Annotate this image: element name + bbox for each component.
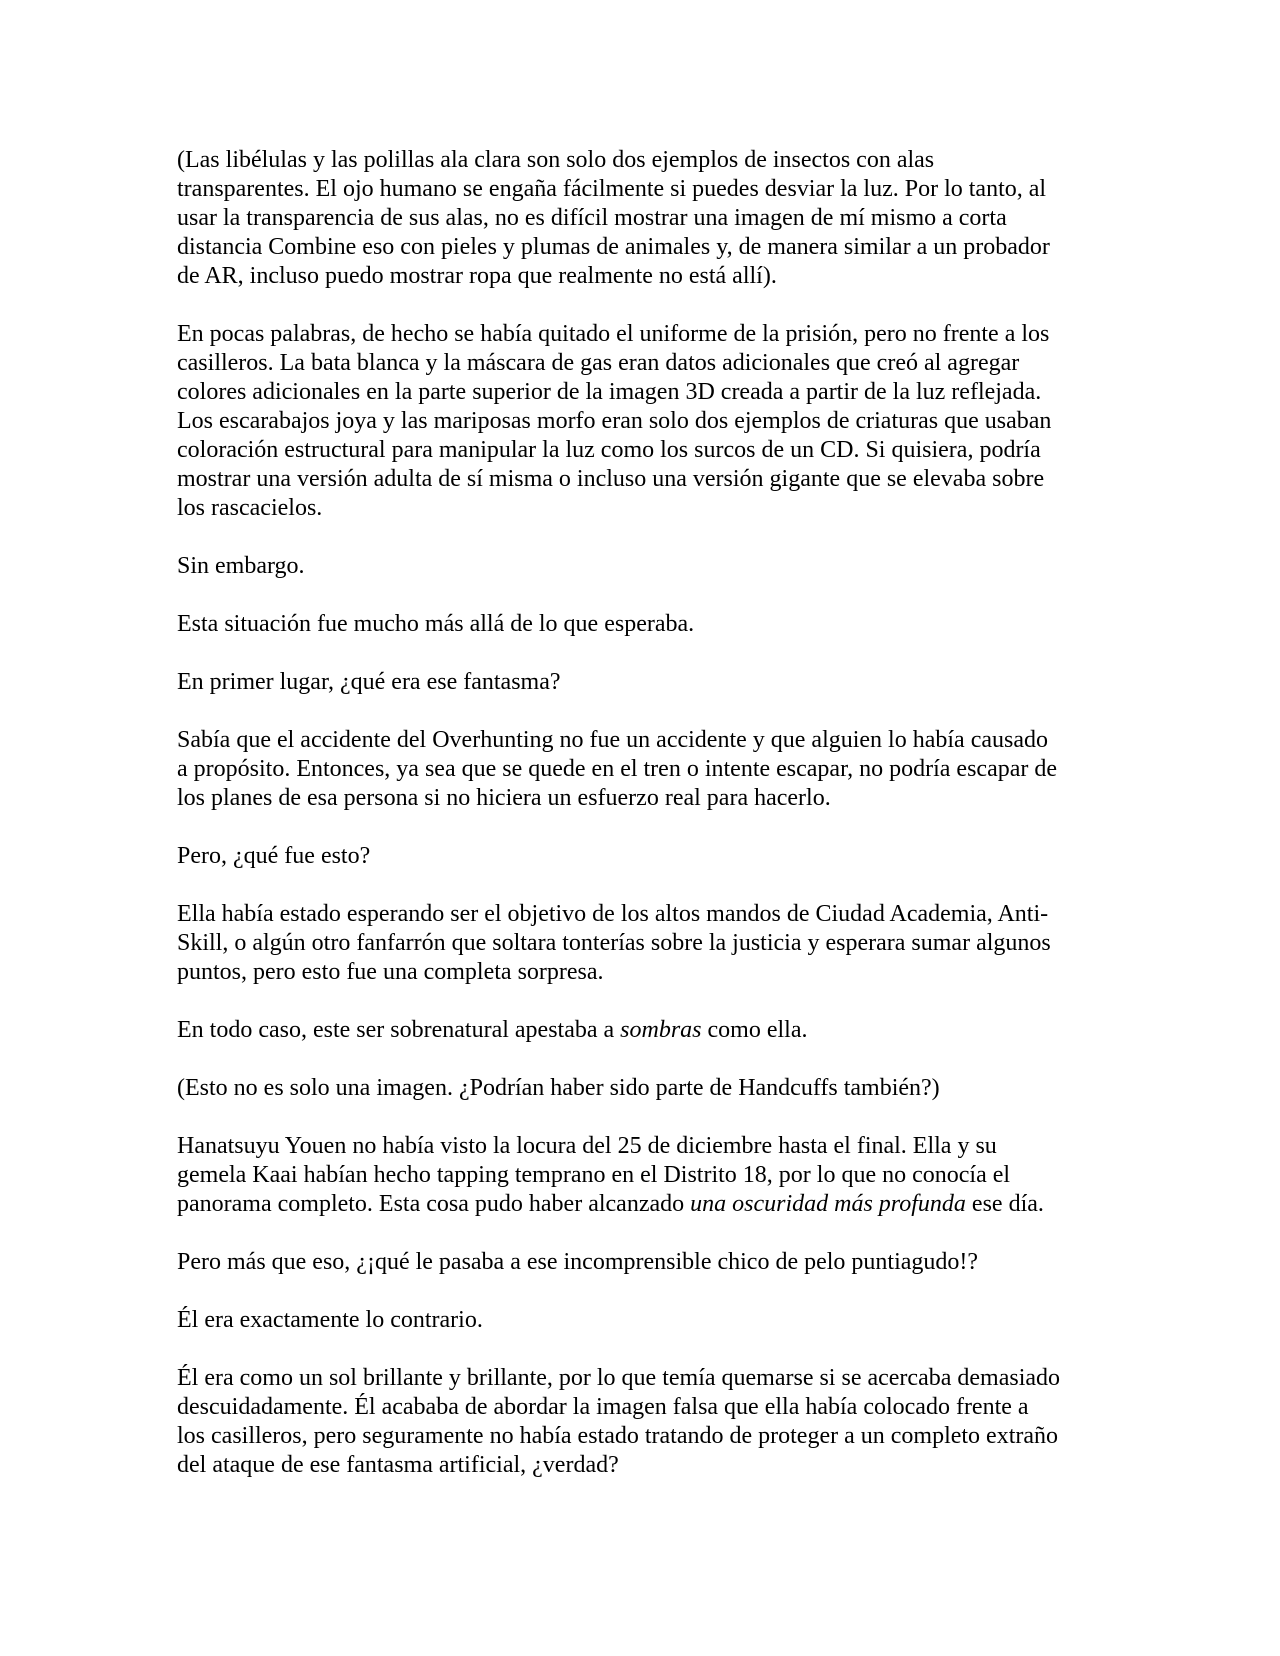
line: casilleros. La bata blanca y la máscara de gas eran datos adicionales que creó al agregar xyxy=(177,350,1020,376)
italic-text: una oscuridad más profunda xyxy=(690,1191,966,1217)
line: del ataque de ese fantasma artificial, ¿verdad? xyxy=(177,1452,619,1478)
paragraph-1 xyxy=(177,146,1107,291)
paragraph-10 xyxy=(177,1074,1107,1103)
paragraph-9 xyxy=(177,1016,1107,1045)
paragraph-14 xyxy=(177,1364,1107,1480)
paragraph-11 xyxy=(177,1132,1107,1219)
line: colores adicionales en la parte superior de la imagen 3D creada a partir de la luz reflejada. xyxy=(177,379,1042,405)
line: En pocas palabras, de hecho se había quitado el uniforme de la prisión, pero no frente a los xyxy=(177,321,1050,347)
line: usar la transparencia de sus alas, no es difícil mostrar una imagen de mí mismo a corta xyxy=(177,205,1007,231)
line: Él era como un sol brillante y brillante, por lo que temía quemarse si se acercaba demasiado xyxy=(177,1365,1061,1391)
line: a propósito. Entonces, ya sea que se quede en el tren o intente escapar, no podría escapar de xyxy=(177,756,1058,782)
line: distancia Combine eso con pieles y plumas de animales y, de manera similar a un probador xyxy=(177,234,1050,260)
paragraph-7 xyxy=(177,842,1107,871)
line: Los escarabajos joya y las mariposas morfo eran solo dos ejemplos de criaturas que usaban xyxy=(177,408,1052,434)
line: gemela Kaai habían hecho tapping temprano en el Distrito 18, por lo que no conocía el xyxy=(177,1162,1011,1188)
line: (Esto no es solo una imagen. ¿Podrían haber sido parte de Handcuffs también?) xyxy=(177,1075,940,1101)
paragraph-13 xyxy=(177,1306,1107,1335)
line: Ella había estado esperando ser el objetivo de los altos mandos de Ciudad Academia, Anti- xyxy=(177,901,1049,927)
line: Hanatsuyu Youen no había visto la locura del 25 de diciembre hasta el final. Ella y su xyxy=(177,1133,997,1159)
line: transparentes. El ojo humano se engaña fácilmente si puedes desviar la luz. Por lo tanto, al xyxy=(177,176,1047,202)
line-text: ese día. xyxy=(965,1191,1044,1217)
line: puntos, pero esto fue una completa sorpresa. xyxy=(177,959,604,985)
paragraph-6 xyxy=(177,726,1107,813)
paragraph-2 xyxy=(177,320,1107,523)
line-text: como ella. xyxy=(701,1017,808,1043)
line: Esta situación fue mucho más allá de lo que esperaba. xyxy=(177,611,695,637)
line: (Las libélulas y las polillas ala clara son solo dos ejemplos de insectos con alas xyxy=(177,147,935,173)
line: descuidadamente. Él acababa de abordar la imagen falsa que ella había colocado frente a xyxy=(177,1394,1029,1420)
paragraph-3 xyxy=(177,552,1107,581)
line: Pero más que eso, ¿¡qué le pasaba a ese incomprensible chico de pelo puntiagudo!? xyxy=(177,1249,979,1275)
document-page xyxy=(177,146,1107,1480)
line: Pero, ¿qué fue esto? xyxy=(177,843,371,869)
line-text: panorama completo. Esta cosa pudo haber alcanzado xyxy=(177,1191,691,1217)
line: los planes de esa persona si no hiciera un esfuerzo real para hacerlo. xyxy=(177,785,831,811)
line: Sin embargo. xyxy=(177,553,305,579)
line: los rascacielos. xyxy=(177,495,323,521)
paragraph-5 xyxy=(177,668,1107,697)
paragraph-8 xyxy=(177,900,1107,987)
paragraph-12 xyxy=(177,1248,1107,1277)
line: los casilleros, pero seguramente no había estado tratando de proteger a un completo extraño xyxy=(177,1423,1059,1449)
line: mostrar una versión adulta de sí misma o incluso una versión gigante que se elevaba sobre xyxy=(177,466,1045,492)
line: coloración estructural para manipular la luz como los surcos de un CD. Si quisiera, podría xyxy=(177,437,1041,463)
line: de AR, incluso puedo mostrar ropa que realmente no está allí). xyxy=(177,263,777,289)
italic-text: sombras xyxy=(620,1017,702,1043)
paragraph-4 xyxy=(177,610,1107,639)
line: En primer lugar, ¿qué era ese fantasma? xyxy=(177,669,561,695)
line: Él era exactamente lo contrario. xyxy=(177,1307,483,1333)
line-text: En todo caso, este ser sobrenatural apestaba a xyxy=(177,1017,621,1043)
line: Skill, o algún otro fanfarrón que soltara tonterías sobre la justicia y esperara sumar algunos xyxy=(177,930,1051,956)
line: Sabía que el accidente del Overhunting no fue un accidente y que alguien lo había causado xyxy=(177,727,1048,753)
